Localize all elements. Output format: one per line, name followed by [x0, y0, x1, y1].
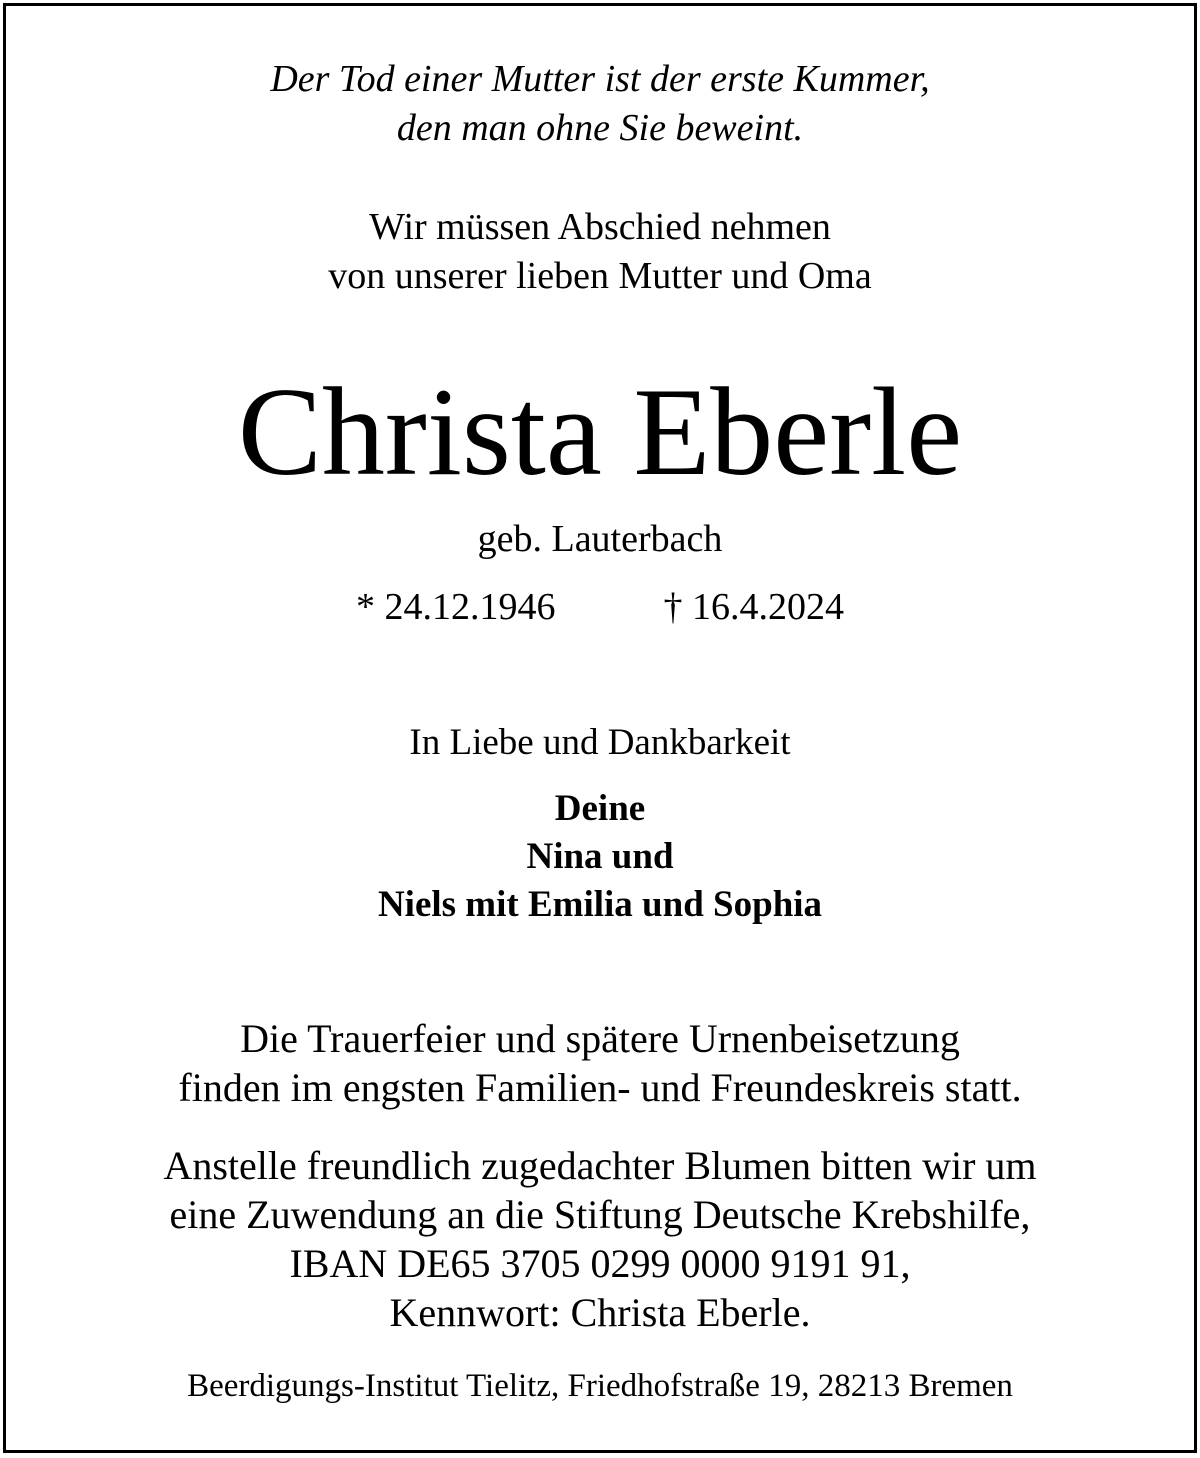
funeral-home-address: Beerdigungs-Institut Tielitz, Friedhofstraße 19, 28213 Bremen [187, 1368, 1013, 1404]
birth-date: * 24.12.1946 [356, 586, 556, 628]
deceased-name: Christa Eberle [237, 363, 963, 502]
donation-line-4: Kennwort: Christa Eberle. [389, 1290, 811, 1335]
donation-line-1: Anstelle freundlich zugedachter Blumen bitten wir um [163, 1143, 1037, 1188]
family-line-1: Deine [554, 788, 646, 829]
ceremony-line-2: finden im engsten Familien- und Freundeskreis statt. [178, 1065, 1022, 1110]
quote-line-1: Der Tod einer Mutter ist der erste Kummer, [270, 58, 930, 100]
donation-line-3: IBAN DE65 3705 0299 0000 9191 91, [289, 1241, 911, 1286]
life-dates [0, 588, 1200, 626]
death-date: † 16.4.2024 [663, 586, 844, 628]
donation-line-2: eine Zuwendung an die Stiftung Deutsche Krebshilfe, [169, 1192, 1031, 1237]
intro-line-2: von unserer lieben Mutter und Oma [328, 255, 872, 297]
family-line-3: Niels mit Emilia und Sophia [377, 884, 823, 925]
intro-line-1: Wir müssen Abschied nehmen [369, 206, 831, 248]
ceremony-line-1: Die Trauerfeier und spätere Urnenbeisetzung [240, 1016, 960, 1061]
thanks-line: In Liebe und Dankbarkeit [409, 722, 791, 763]
family-line-2: Nina und [526, 836, 674, 877]
maiden-name: geb. Lauterbach [477, 518, 723, 560]
quote-line-2: den man ohne Sie beweint. [396, 107, 804, 149]
